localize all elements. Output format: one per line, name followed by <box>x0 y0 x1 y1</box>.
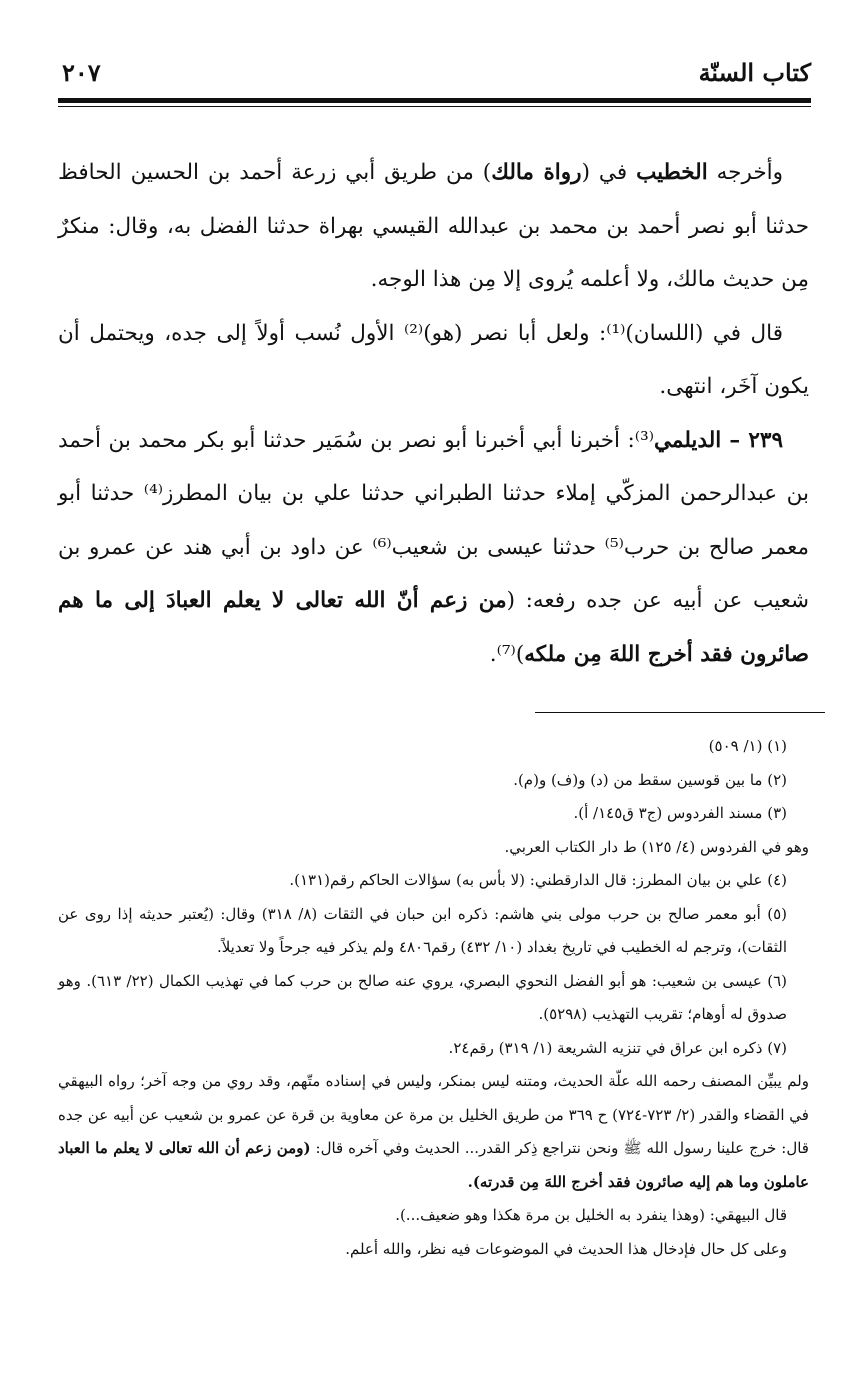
hadith-text: من زعم أنّ الله تعالى لا يعلم العبادَ إلى ما هم صائرون فقد أخرج اللهَ مِن ملكه <box>58 588 809 667</box>
p3-end: )⁽⁷⁾. <box>489 641 525 667</box>
entry-number: ٢٣٩ – الديلمي <box>653 427 783 453</box>
footnote-separator <box>535 712 825 713</box>
footnote-7-hadith: (ومن زعم أن الله تعالى لا يعلم ما العباد عاملون وما هم إليه صائرون فقد أخرج اللهَ مِن قدرته). <box>58 1139 809 1191</box>
paragraph-2: قال في (اللسان)⁽¹⁾: ولعل أبا نصر (هو)⁽²⁾ الأول نُسب أولاً إلى جده، ويحتمل أن يكون آخَر، انتهى. <box>58 320 809 399</box>
p1-text-e: ) من طريق أبي زرعة أحمد بن الحسين الحافظ حدثنا أبو نصر أحمد بن محمد بن عبدالله القيسي بهراة حدثنا الفضل به، وقال: منكرٌ مِن حديث مالك، ولا أعلمه يُروى إلا مِن هذا الوجه. <box>58 160 809 292</box>
main-text <box>58 146 809 681</box>
footnote-3: (٣) مسند الفردوس (ج٣ ق١٤٥/ أ). <box>573 804 787 822</box>
header-rule-thick <box>58 98 811 103</box>
page-number: ٢٠٧ <box>62 57 101 87</box>
paragraph-3 <box>58 414 809 682</box>
footnotes <box>58 730 809 1266</box>
footnote-4: (٤) علي بن بيان المطرز: قال الدارقطني: (لا بأس به) سؤالات الحاكم رقم(١٣١). <box>289 871 787 889</box>
p1-book-title: رواة مالك <box>491 160 582 185</box>
footnote-7: (٧) ذكره ابن عراق في تنزيه الشريعة (١/ ٣١٩) رقم٢٤. <box>448 1038 787 1057</box>
p1-text-c: في ( <box>581 160 637 185</box>
p1-text-a: وأخرجه <box>707 160 783 185</box>
footnote-7-cont <box>58 1065 809 1199</box>
footnote-7-conclusion: وعلى كل حال فإدخال هذا الحديث في الموضوعات فيه نظر، والله أعلم. <box>345 1239 787 1258</box>
footnote-6: (٦) عيسى بن شعيب: هو أبو الفضل النحوي البصري، يروي عنه صالح بن حرب كما في تهذيب الكمال (٢٢/ ٦١٣). وهو صدوق له أوهام؛ تقريب التهذيب (٥٢٩٨). <box>58 971 787 1023</box>
p3-isnad: ⁽³⁾: أخبرنا أبي أخبرنا أبو نصر بن سُمَير حدثنا أبو بكر محمد بن أحمد بن عبدالرحمن المزكّي إملاء حدثنا الطبراني حدثنا علي بن بيان المطرز⁽⁴⁾ حدثنا أبو معمر صالح بن حرب⁽⁵⁾ حدثنا عيسى بن شعيب⁽⁶⁾ عن داود بن أبي هند عن عمرو بن شعيب عن أبيه عن جده رفعه: ( <box>58 427 810 613</box>
header-rule-thin <box>58 106 811 107</box>
book-title: كتاب السنّة <box>698 57 811 87</box>
footnote-3-cont: وهو في الفردوس (٤/ ١٢٥) ط دار الكتاب العربي. <box>504 837 809 856</box>
footnote-7-bayhaqi: قال البيهقي: (وهذا ينفرد به الخليل بن مرة هكذا وهو ضعيف...). <box>395 1206 787 1224</box>
paragraph-1 <box>58 146 809 307</box>
page-header <box>62 52 811 92</box>
footnote-1: (١) (١/ ٥٠٩) <box>708 737 787 755</box>
p1-author: الخطيب <box>636 160 708 185</box>
footnote-5: (٥) أبو معمر صالح بن حرب مولى بني هاشم: ذكره ابن حبان في الثقات (٨/ ٣١٨) وقال: (يُعتبر حديثه إذا روى عن الثقات)، وترجم له الخطيب في تاريخ بغداد (١٠/ ٤٣٢) رقم٤٨٠٦ ولم يذكر فيه جرحاً ولا تعديلاً. <box>58 904 787 956</box>
footnote-7-analysis: ولم يبيِّن المصنف رحمه الله علّة الحديث، ومتنه ليس بمنكر، وليس في إسناده متّهم، وقد روي من وجه آخر؛ رواه البيهقي في القضاء والقدر (٢/ ٧٢٣-٧٢٤) ح ٣٦٩ من طريق الخليل بن مرة عن معاوية بن قرة عن عمرو بن شعيب عن أبيه عن جده قال: خرج علينا رسول الله ﷺ ونحن نتراجع ذِكر القدر... الحديث وفي آخره قال: <box>58 1072 809 1157</box>
footnote-2: (٢) ما بين قوسين سقط من (د) و(ف) و(م). <box>513 770 787 789</box>
